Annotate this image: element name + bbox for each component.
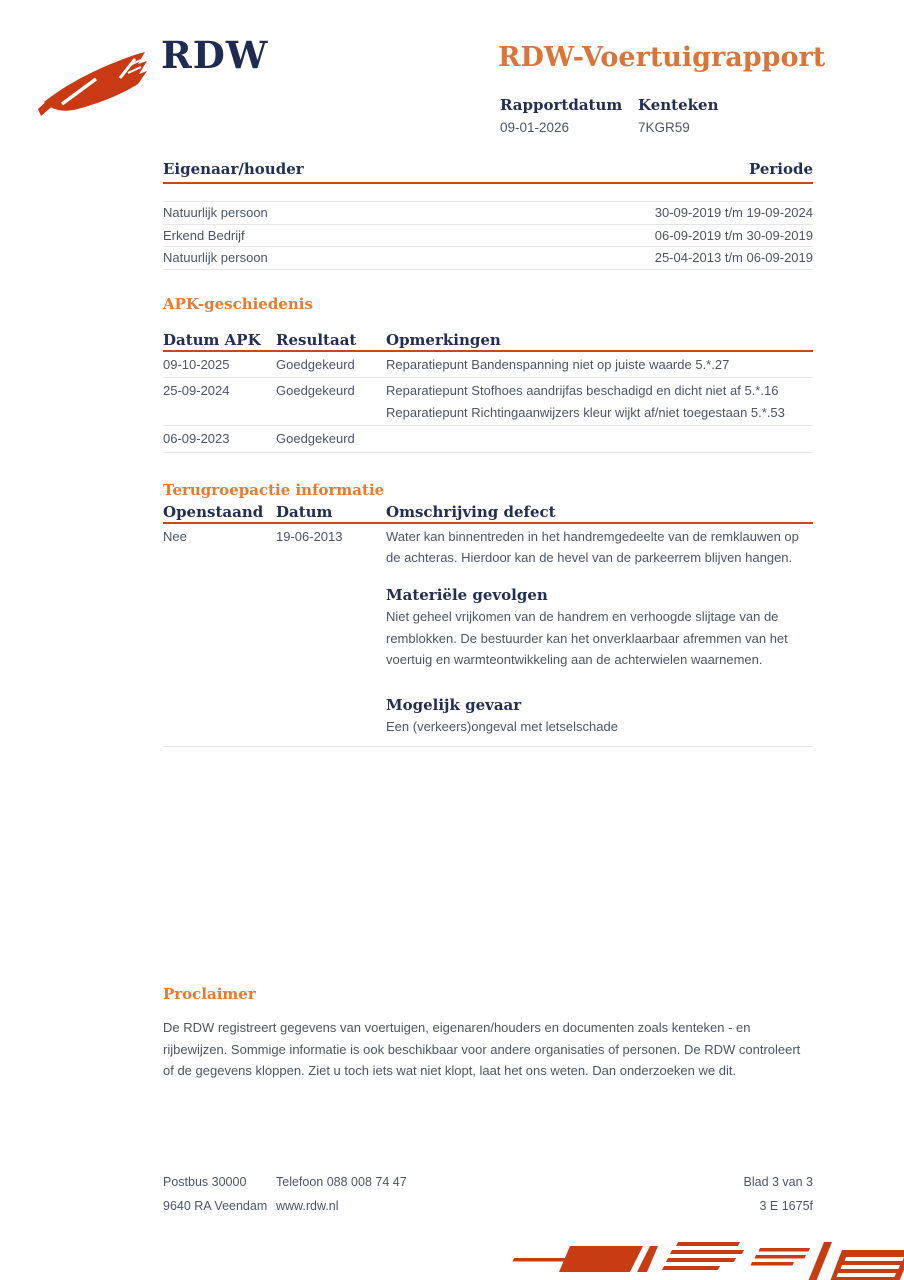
- apk-section-title: APK-geschiedenis: [163, 294, 313, 313]
- apk-result: Goedgekeurd: [276, 356, 355, 372]
- apk-date: 09-10-2025: [163, 356, 230, 372]
- owner-type: Natuurlijk persoon: [163, 250, 268, 265]
- owner-period: 25-04-2013 t/m 06-09-2019: [654, 250, 813, 265]
- owners-header-left: Eigenaar/houder: [163, 160, 304, 178]
- apk-remark: Reparatiepunt Richtingaanwijzers kleur wijkt af/niet toegestaan 5.*.53: [386, 404, 785, 420]
- recall-section: [163, 482, 813, 747]
- owner-type: Natuurlijk persoon: [163, 205, 268, 220]
- material-consequences-heading: Materiële gevolgen: [386, 585, 548, 604]
- proclaimer-title: Proclaimer: [163, 985, 256, 1003]
- apk-date: 06-09-2023: [163, 431, 230, 446]
- owner-type: Erkend Bedrijf: [163, 227, 245, 243]
- table-row: [163, 426, 813, 453]
- proclaimer-text: De RDW registreert gegevens van voertuigen, eigenaren/houders en documenten zoals kenteken - en rijbewijzen. Sommige informatie is ook beschikbaar voor andere organisaties of personen. De RDW controleert of de gegevens kloppen. Ziet u toch iets wat niet klopt, laat het ons weten. Dan onderzoeken we dit.: [163, 1020, 801, 1078]
- recall-header-date: Datum: [276, 502, 333, 521]
- recall-section-title: Terugroepactie informatie: [163, 480, 385, 499]
- recall-header-row: [163, 504, 813, 524]
- owner-period: 06-09-2019 t/m 30-09-2019: [654, 227, 813, 243]
- table-row: [163, 225, 813, 248]
- apk-remark: Reparatiepunt Bandenspanning niet op juiste waarde 5.*.27: [386, 356, 730, 372]
- owners-table: [163, 201, 813, 270]
- owners-header-right: Periode: [748, 160, 813, 178]
- rdw-feather-logo-icon: [38, 50, 158, 118]
- table-row: [163, 378, 813, 426]
- table-row: [163, 352, 813, 379]
- footer-row: [163, 1194, 813, 1218]
- recall-header-open: Openstaand: [163, 502, 264, 521]
- apk-result: Goedgekeurd: [276, 383, 355, 398]
- rdw-speed-motif-icon: [512, 1240, 904, 1280]
- recall-date-value: 19-06-2013: [276, 528, 343, 544]
- table-row: [163, 202, 813, 225]
- apk-header-remarks: Opmerkingen: [386, 330, 501, 349]
- plate-value: 7KGR59: [638, 120, 690, 135]
- proclaimer-section: [163, 986, 813, 1082]
- report-meta: [500, 96, 718, 135]
- footer-website: www.rdw.nl: [276, 1199, 339, 1213]
- apk-remark: [386, 428, 813, 450]
- footer-phone: Telefoon 088 008 74 47: [276, 1175, 407, 1189]
- footer-form-code: 3 E 1675f: [759, 1199, 813, 1213]
- owners-header-row: [163, 161, 813, 184]
- table-row: [163, 524, 813, 747]
- apk-header-result: Resultaat: [276, 330, 357, 349]
- apk-date: 25-09-2024: [163, 383, 230, 398]
- footer-pobox: Postbus 30000: [163, 1175, 247, 1189]
- report-date-label: Rapportdatum: [500, 96, 623, 114]
- recall-open-value: Nee: [163, 528, 187, 544]
- possible-danger-text: Een (verkeers)ongeval met letselschade: [386, 719, 618, 734]
- owners-section: [163, 161, 813, 270]
- footer-row: [163, 1170, 813, 1194]
- table-row: [163, 247, 813, 270]
- page-title: RDW-Voertuigrapport: [498, 42, 826, 73]
- report-date-value: 09-01-2026: [500, 120, 570, 135]
- brand-wordmark: RDW: [161, 33, 269, 77]
- plate-label: Kenteken: [638, 96, 719, 114]
- possible-danger-heading: Mogelijk gevaar: [386, 695, 522, 714]
- footer-city: 9640 RA Veendam: [163, 1199, 268, 1213]
- apk-history-section: [163, 296, 813, 453]
- material-consequences-text: Niet geheel vrijkomen van de handrem en verhoogde slijtage van de remblokken. De bestuurder kan het onverklaarbaar afremmen van het voertuig en warmteontwikkeling aan de achterwielen waarnemen.: [386, 609, 788, 667]
- apk-remark: Reparatiepunt Stofhoes aandrijfas beschadigd en dicht niet af 5.*.16: [386, 383, 779, 398]
- owner-period: 30-09-2019 t/m 19-09-2024: [654, 205, 813, 220]
- recall-defect-text: Water kan binnentreden in het handremgedeelte van de remklauwen op de achteras. Hierdoor kan de hevel van de parkeerrem blijven hangen.: [386, 528, 799, 565]
- apk-header-row: [163, 332, 813, 352]
- apk-header-date: Datum APK: [163, 330, 261, 349]
- footer-page-number: Blad 3 van 3: [743, 1175, 813, 1189]
- main-content: [163, 155, 813, 747]
- apk-result: Goedgekeurd: [276, 431, 355, 446]
- page-footer: [163, 1170, 813, 1218]
- recall-header-defect: Omschrijving defect: [386, 502, 556, 521]
